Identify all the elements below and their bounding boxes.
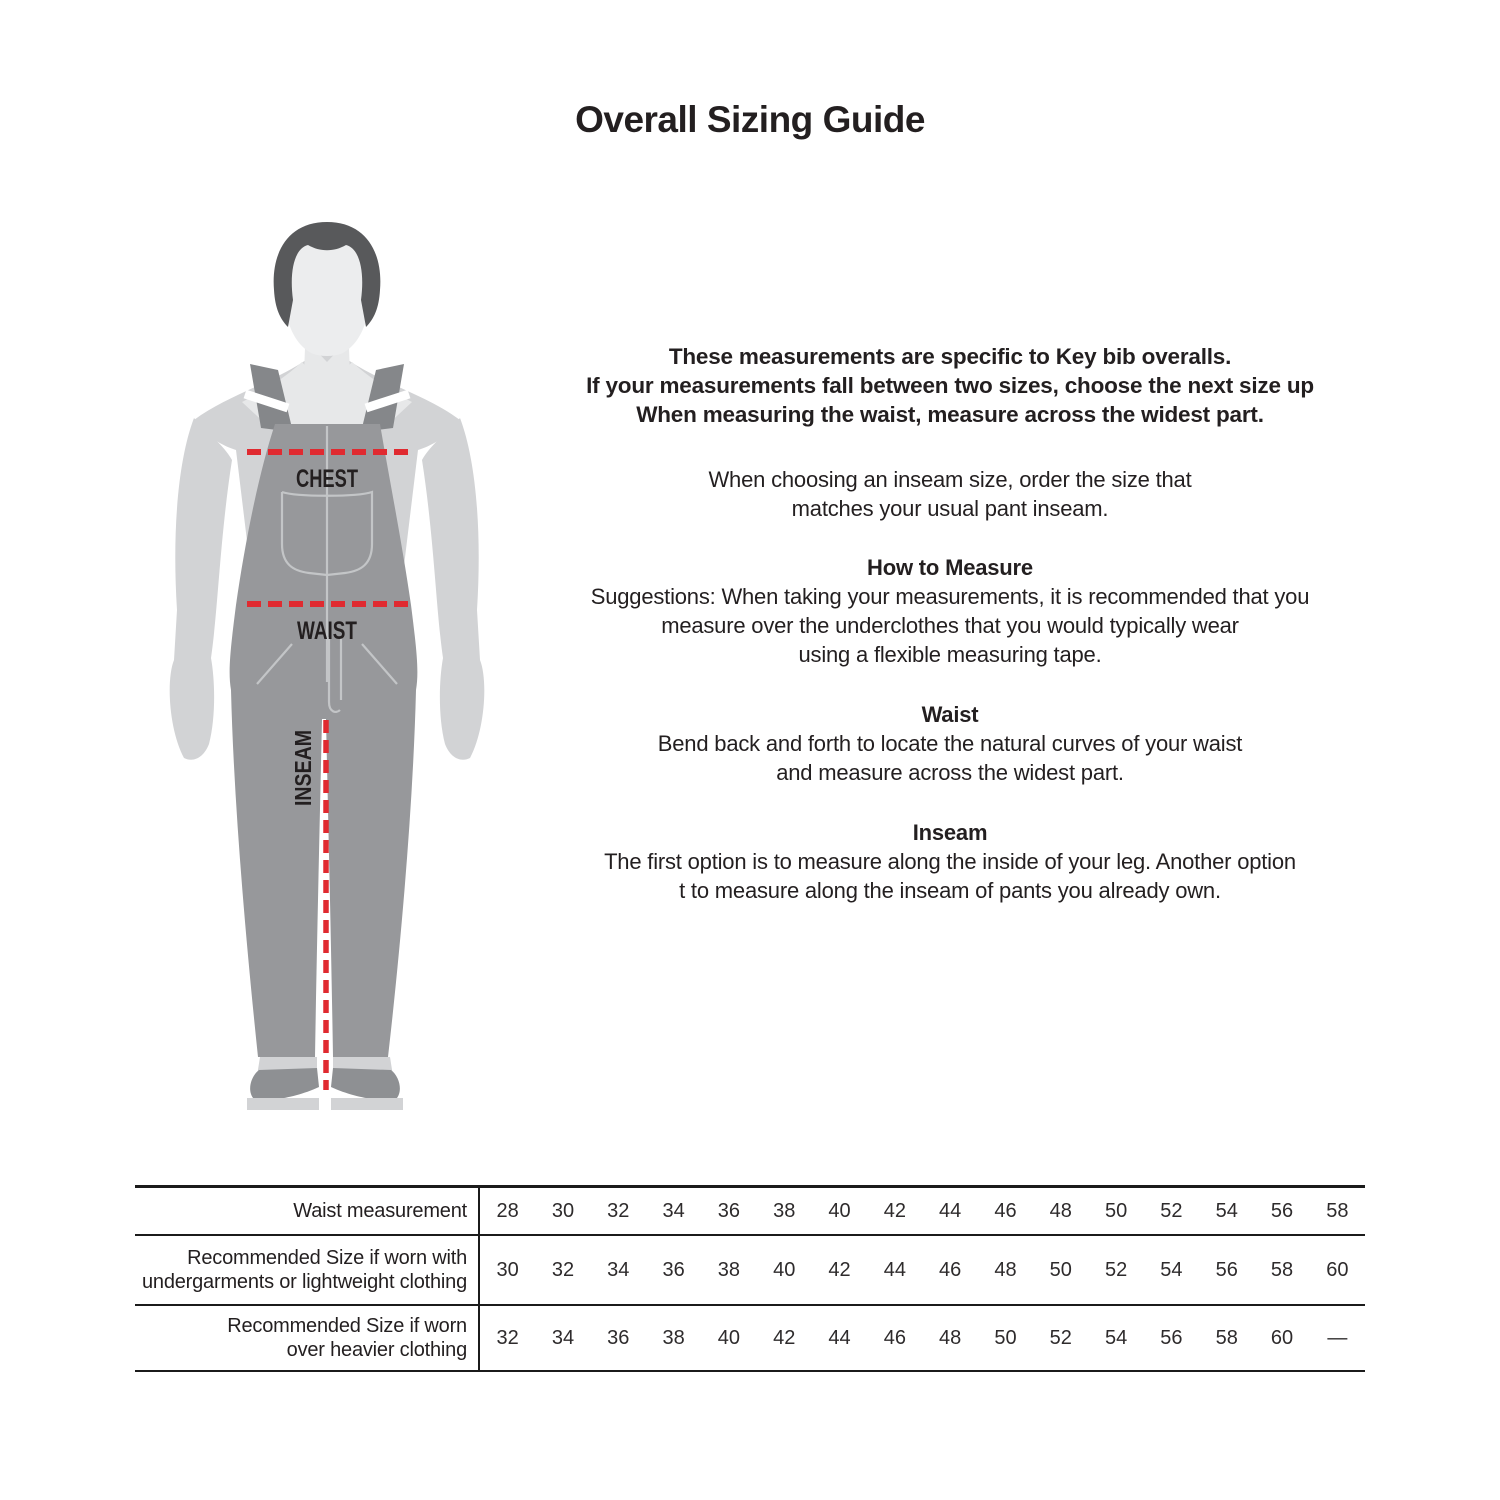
size-value: 46: [994, 1199, 1017, 1222]
size-value: 42: [883, 1199, 906, 1222]
size-value: 42: [773, 1326, 796, 1349]
intro-line: If your measurements fall between two sizes, choose the next size up: [586, 373, 1314, 398]
size-value: 38: [662, 1326, 685, 1349]
size-value: 48: [994, 1258, 1017, 1281]
size-value: 40: [717, 1326, 741, 1349]
table-row: [135, 1306, 1365, 1372]
size-value: 48: [1049, 1199, 1072, 1222]
size-value: 52: [1160, 1199, 1183, 1222]
size-value: 58: [1270, 1258, 1294, 1281]
head: [274, 222, 381, 384]
chest-label: CHEST: [296, 465, 358, 493]
size-value: 38: [773, 1199, 796, 1222]
row-label: [135, 1306, 480, 1370]
size-value: 38: [717, 1258, 741, 1281]
overalls-diagram: [130, 212, 550, 1117]
section-line: measure over the underclothes that you would typically wear: [661, 613, 1239, 638]
size-value: 58: [1326, 1199, 1349, 1222]
size-value: 50: [1104, 1199, 1128, 1222]
inseam-size-note: [555, 465, 1345, 523]
section-line: and measure across the widest part.: [776, 760, 1124, 785]
row-label: [135, 1188, 480, 1234]
size-value: 50: [994, 1326, 1017, 1349]
table-row: [135, 1188, 1365, 1236]
row-label-line: over heavier clothing: [286, 1339, 467, 1361]
section-line: Bend back and forth to locate the natural curves of your waist: [657, 731, 1243, 756]
row-label-line: undergarments or lightweight clothing: [141, 1271, 467, 1293]
size-value: 46: [939, 1258, 962, 1281]
size-value: 48: [939, 1326, 962, 1349]
size-value: 28: [496, 1199, 519, 1222]
waist-label: WAIST: [297, 617, 357, 645]
section-how-to-measure: [555, 553, 1345, 669]
intro-line: These measurements are specific to Key bib overalls.: [668, 344, 1232, 369]
size-value: 54: [1215, 1199, 1238, 1222]
size-value: 30: [496, 1258, 519, 1281]
size-value: 32: [496, 1326, 519, 1349]
size-value: 32: [607, 1199, 630, 1222]
size-value: 54: [1160, 1258, 1183, 1281]
size-value: 60: [1270, 1326, 1294, 1349]
size-value: 56: [1270, 1199, 1294, 1222]
size-value: 44: [828, 1326, 851, 1349]
size-value: 34: [551, 1326, 575, 1349]
size-value: 32: [551, 1258, 575, 1281]
size-value: 60: [1326, 1258, 1349, 1281]
size-value: 44: [883, 1258, 906, 1281]
row-label-line: Recommended Size if worn with: [187, 1247, 467, 1269]
page-title: Overall Sizing Guide: [575, 99, 925, 140]
size-value: 54: [1104, 1326, 1128, 1349]
size-value: 52: [1049, 1326, 1072, 1349]
size-value: 30: [551, 1199, 575, 1222]
section-heading: Waist: [921, 702, 979, 727]
row-label-line: Waist measurement: [293, 1200, 467, 1222]
size-value: 36: [607, 1326, 630, 1349]
size-value: 34: [662, 1199, 685, 1222]
size-value: 44: [939, 1199, 962, 1222]
size-value: 56: [1160, 1326, 1183, 1349]
note-line: When choosing an inseam size, order the size that: [708, 467, 1192, 492]
section-line: Suggestions: When taking your measurements, it is recommended that you: [590, 584, 1310, 609]
section-heading: How to Measure: [867, 555, 1033, 580]
intro-line: When measuring the waist, measure across the widest part.: [636, 402, 1264, 427]
size-value: 40: [828, 1199, 851, 1222]
measurement-info: [555, 342, 1345, 936]
size-value: —: [1327, 1326, 1348, 1349]
row-label: [135, 1236, 480, 1304]
size-value: 36: [662, 1258, 685, 1281]
section-waist: [555, 700, 1345, 787]
size-value: 56: [1215, 1258, 1238, 1281]
size-value: 52: [1104, 1258, 1128, 1281]
size-value: 36: [717, 1199, 741, 1222]
size-value: 58: [1215, 1326, 1238, 1349]
inseam-label: INSEAM: [290, 716, 316, 806]
table-row: [135, 1236, 1365, 1306]
section-inseam: [555, 818, 1345, 905]
note-line: matches your usual pant inseam.: [791, 496, 1109, 521]
size-value: 50: [1049, 1258, 1072, 1281]
size-value: 40: [773, 1258, 796, 1281]
section-line: The first option is to measure along the inside of your leg. Another option: [604, 849, 1296, 874]
section-line: t to measure along the inseam of pants you already own.: [679, 878, 1221, 903]
sizing-table: [135, 1185, 1365, 1372]
section-heading: Inseam: [912, 820, 988, 845]
row-label-line: Recommended Size if worn: [227, 1315, 467, 1337]
size-value: 42: [828, 1258, 851, 1281]
size-value: 46: [883, 1326, 906, 1349]
size-value: 34: [607, 1258, 630, 1281]
overalls-figure-svg: [130, 212, 550, 1117]
intro-note: [555, 342, 1345, 429]
section-line: using a flexible measuring tape.: [798, 642, 1102, 667]
